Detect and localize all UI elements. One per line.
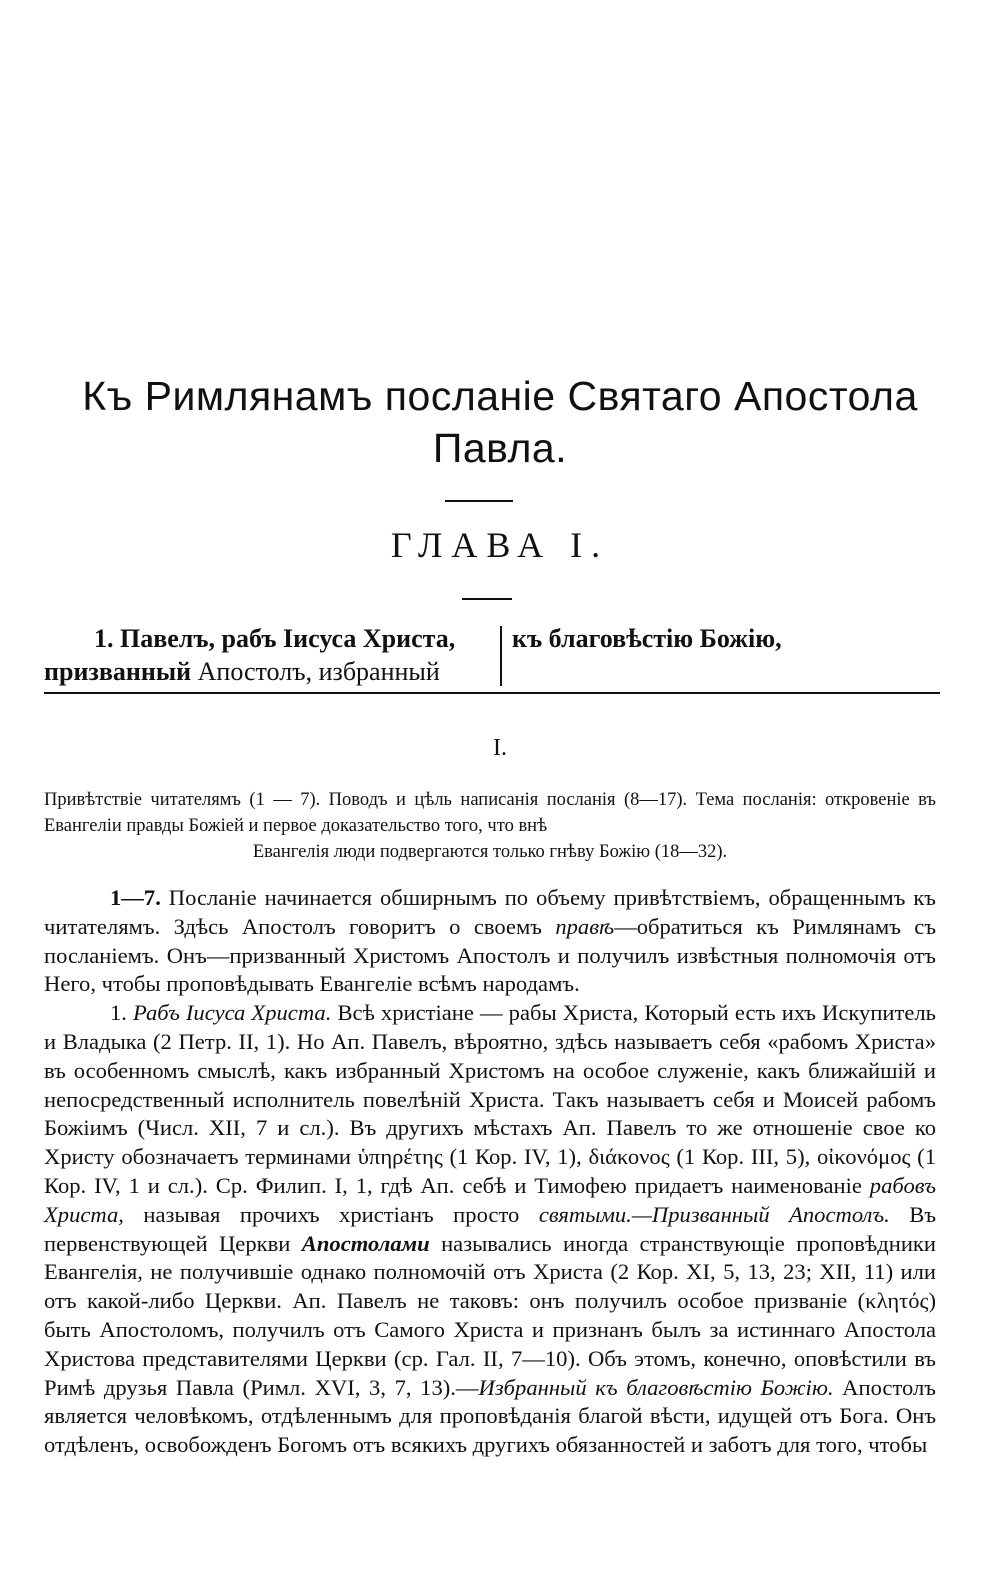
- verse-bottom-rule: [44, 692, 940, 694]
- verse-line-1: [44, 622, 496, 655]
- paragraph-1-text-b: —обратиться къ Римлянамъ съ посланіемъ. Онъ—призванный Христомъ Апостолъ и получилъ извѣстныя полномочія отъ Него, чтобы проповѣдывать Евангеліе всѣмъ народамъ.: [44, 913, 936, 997]
- paragraph-2-text-e: Апостолъ является человѣкомъ, отдѣленнымъ для проповѣданія благой вѣсти, идущей отъ Бога. Онъ отдѣленъ, освобожденъ Богомъ отъ всякихъ другихъ обязанностей и заботъ для того, чтобы: [44, 1374, 936, 1458]
- summary-text: Привѣтствіе читателямъ (1 — 7). Поводъ и цѣль написанія посланія (8—17). Тема посланія: откровеніе въ Евангеліи правды Божіей и первое доказательство того, что внѣ: [44, 790, 936, 836]
- section-summary: [44, 787, 936, 865]
- paragraph-2-italic-4: Апостолами: [301, 1230, 430, 1256]
- commentary-paragraph-2: [44, 999, 936, 1460]
- paragraph-2-italic-1: Рабъ Іисуса Христа.: [133, 1000, 332, 1026]
- verse-left-line-1: Павелъ, рабъ Іисуса Христа,: [120, 624, 456, 653]
- paragraph-2-number: 1.: [110, 1000, 127, 1026]
- paragraph-2-italic-3: святыми.—Призванный Апостолъ.: [538, 1201, 890, 1227]
- page-title: [40, 370, 960, 474]
- title-line-1: Къ Римлянамъ посланіе Святаго Апостола: [82, 373, 918, 419]
- verse-left-column: [44, 622, 496, 688]
- title-divider: [445, 500, 513, 502]
- verse-left-line-2-rest: Апостолъ, избранный: [191, 657, 440, 686]
- verse-right-column: къ благовѣстію Божію,: [512, 624, 782, 653]
- verse-line-2: [44, 655, 496, 688]
- paragraph-2-italic-5: Избранный къ благовѣстію Божію.: [478, 1374, 834, 1400]
- title-line-2: Павла.: [432, 425, 568, 471]
- verse-column-divider: [500, 626, 502, 686]
- paragraph-2-text-a: Всѣ христіане — рабы Христа, Который есть ихъ Искупитель и Владыка (2 Петр. II, 1). Но Ап. Павелъ, вѣроятно, здѣсь называетъ себя «рабомъ Христа» въ особенномъ смыслѣ, какъ избранный Христомъ на особое служеніе, какъ ближайшій и непосредственный исполнитель повелѣній Христа. Такъ называетъ себя и Моисей рабомъ Божіимъ (Числ. XII, 7 и сл.). Въ другихъ мѣстахъ Ап. Павелъ то же отношеніе свое ко Христу обозначаетъ терминами ὑπηρέτης (1 Кор. IV, 1), διάκονος (1 Кор. III, 5), οἰκονόμος (1 Кор. IV, 1 и сл.). Ср. Филип. I, 1, гдѣ Ап. себѣ и Тимофею придаетъ наименованіе: [44, 1000, 936, 1198]
- paragraph-2-text-c: Въ первенствующей Церкви: [44, 1201, 937, 1256]
- paragraph-2-italic-2: рабовъ Христа,: [44, 1172, 936, 1227]
- chapter-divider: [462, 598, 512, 600]
- paragraph-2-text-d: назывались иногда странствующіе проповѣдники Евангелія, не получившіе однако полномочій отъ Христа (2 Кор. XI, 5, 13, 23; XII, 11) или отъ какой-либо Церкви. Ап. Павелъ не таковъ: онъ получилъ особое призваніе (κλητός) быть Апостоломъ, получилъ отъ Самого Христа и признанъ былъ за истиннаго Апостола Христова представителями Церкви (ср. Гал. II, 7—10). Объ этомъ, конечно, оповѣстили въ Римѣ друзья Павла (Римл. XVI, 3, 7, 13).—: [44, 1230, 936, 1400]
- paragraph-1-number: 1—7.: [110, 885, 161, 910]
- verse-left-line-2-bold: призванный: [44, 657, 192, 686]
- summary-last-line: Евангелія люди подвергаются только гнѣву Божію (18—32).: [252, 842, 728, 862]
- commentary-paragraph-1: [44, 884, 936, 999]
- section-number: I.: [493, 735, 507, 761]
- verse-number: 1.: [94, 624, 114, 653]
- paragraph-1-italic: правѣ: [555, 913, 615, 939]
- commentary-body: [44, 884, 936, 1460]
- chapter-heading: ГЛАВА I.: [390, 525, 610, 565]
- paragraph-1-text-a: Посланіе начинается обширнымъ по объему привѣтствіемъ, обращеннымъ къ читателямъ. Здѣсь Апостолъ говоритъ о своемъ: [44, 885, 936, 939]
- verse-text-block: [44, 622, 942, 692]
- paragraph-2-text-b: называя прочихъ христіанъ просто: [123, 1201, 539, 1227]
